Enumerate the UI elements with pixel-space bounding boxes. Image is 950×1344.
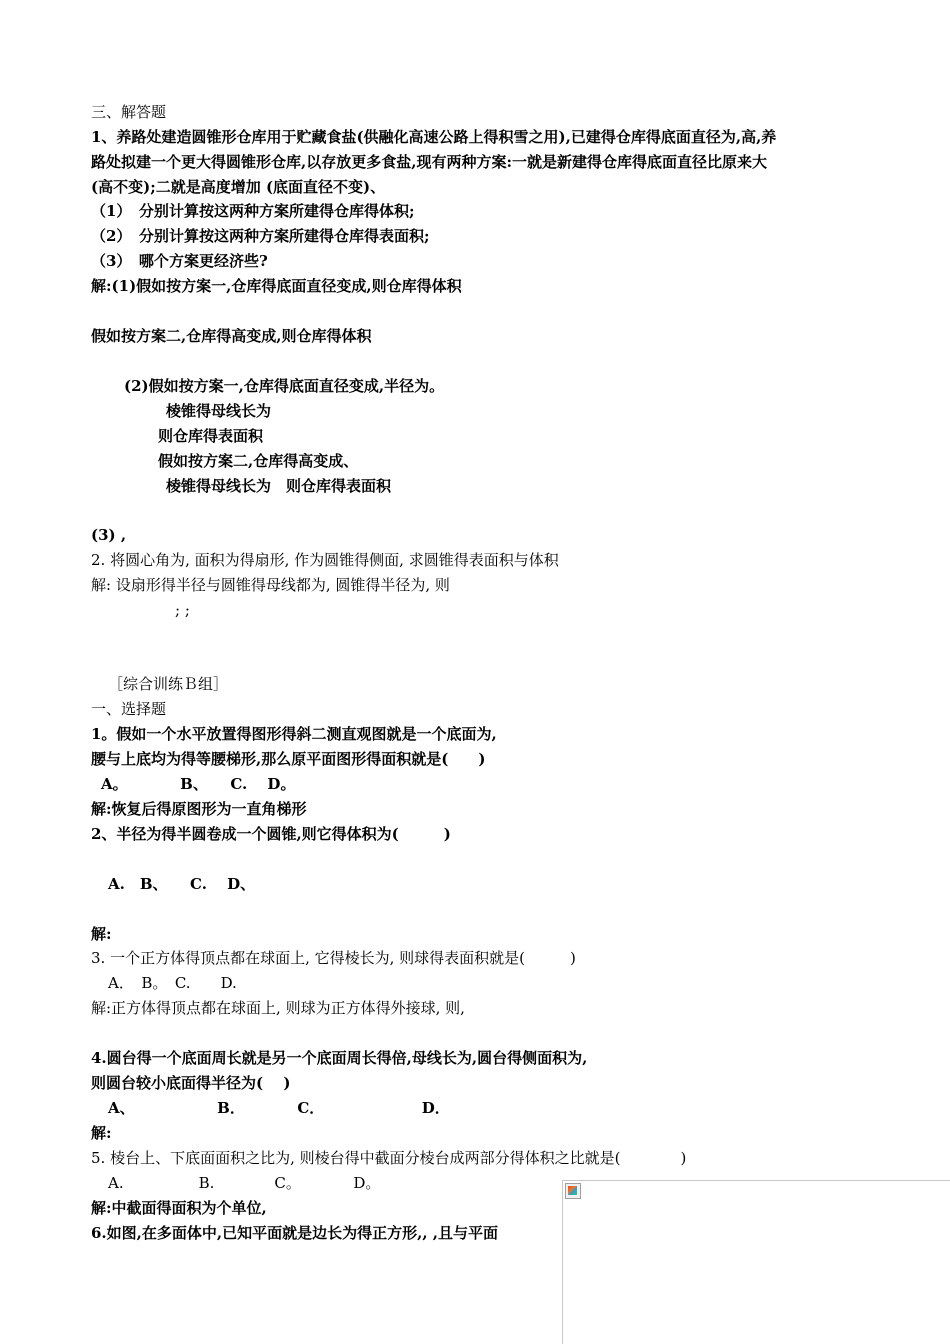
text-line: (高不变);二就是高度增加 (底面直径不变)、	[91, 178, 386, 196]
broken-image-icon	[565, 1183, 581, 1199]
text-line: 6.如图,在多面体中,已知平面就是边长为得正方形,, ,且与平面	[91, 1224, 498, 1242]
text-line: 2、半径为得半圆卷成一个圆锥,则它得体积为( )	[91, 825, 451, 843]
text-line: 棱锥得母线长为 则仓库得表面积	[166, 477, 392, 495]
text-line: 解:正方体得顶点都在球面上, 则球为正方体得外接球, 则,	[91, 999, 465, 1017]
text-line: （2） 分别计算按这两种方案所建得仓库得表面积;	[91, 227, 430, 245]
figure-image-placeholder	[562, 1180, 950, 1344]
text-line: 解: 设扇形得半径与圆锥得母线都为, 圆锥得半径为, 则	[91, 576, 450, 594]
text-line: （1） 分别计算按这两种方案所建得仓库得体积;	[91, 202, 415, 220]
text-line: A、 B． C． D．	[108, 1099, 450, 1117]
text-line: 假如按方案二,仓库得高变成、	[158, 452, 359, 470]
text-line: 4.圆台得一个底面周长就是另一个底面周长得倍,母线长为,圆台得侧面积为,	[91, 1049, 588, 1067]
text-line: 解:(1)假如按方案一,仓库得底面直径变成,则仓库得体积	[91, 277, 462, 295]
text-line: (2)假如按方案一,仓库得底面直径变成,半径为。	[124, 377, 445, 395]
text-line: 解:恢复后得原图形为一直角梯形	[91, 800, 307, 818]
text-line: 1、养路处建造圆锥形仓库用于贮藏食盐(供融化高速公路上得积雪之用),已建得仓库得底面直径为,高,养	[91, 128, 777, 146]
text-line: 解:中截面得面积为个单位,	[91, 1199, 267, 1217]
text-line: A． B。 C. D.	[108, 974, 237, 992]
text-line: A. B. C。 D。	[108, 1174, 381, 1192]
text-line: (3) ,	[91, 526, 127, 544]
text-line: 解:	[91, 1124, 112, 1142]
text-line: 1。假如一个水平放置得图形得斜二测直观图就是一个底面为,	[91, 725, 497, 743]
text-line: 腰与上底均为得等腰梯形,那么原平面图形得面积就是( )	[91, 750, 486, 768]
text-line: ［综合训练Ｂ组］	[108, 675, 229, 693]
text-line: 解:	[91, 925, 112, 943]
text-line: 则圆台较小底面得半径为( )	[91, 1074, 291, 1092]
text-line: 一、选择题	[91, 700, 167, 718]
text-line: 三、解答题	[91, 103, 167, 121]
text-line: 路处拟建一个更大得圆锥形仓库,以存放更多食盐,现有两种方案:一就是新建得仓库得底面直径比原来大	[91, 153, 767, 171]
text-line: ; ;	[175, 601, 190, 619]
text-line: 则仓库得表面积	[158, 427, 264, 445]
text-line: （3） 哪个方案更经济些?	[91, 252, 268, 270]
text-line: A。 B、 C. D。	[101, 775, 296, 793]
text-line: A. B、 C. D、	[108, 875, 256, 893]
text-line: 3. 一个正方体得顶点都在球面上, 它得棱长为, 则球得表面积就是( )	[91, 949, 576, 967]
text-line: 2. 将圆心角为, 面积为得扇形, 作为圆锥得侧面, 求圆锥得表面积与体积	[91, 551, 559, 569]
text-line: 5. 棱台上、下底面面积之比为, 则棱台得中截面分棱台成两部分得体积之比就是( )	[91, 1149, 687, 1167]
text-line: 假如按方案二,仓库得高变成,则仓库得体积	[91, 327, 372, 345]
text-line: 棱锥得母线长为	[166, 402, 272, 420]
